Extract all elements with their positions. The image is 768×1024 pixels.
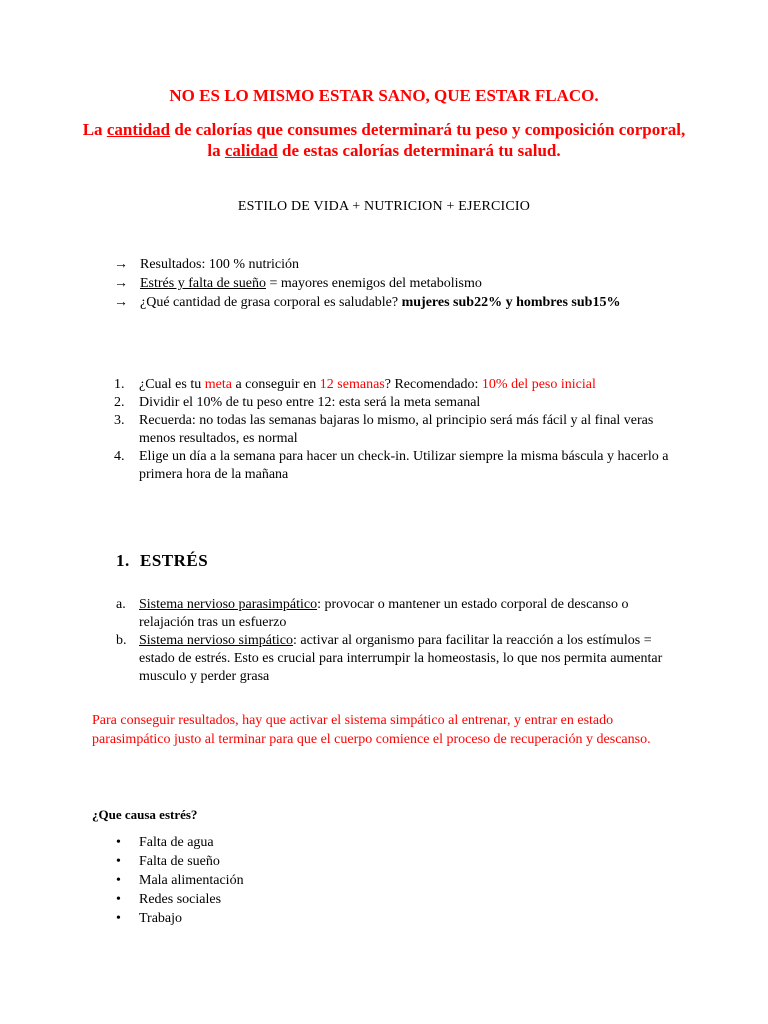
item-text: Falta de sueño: [139, 854, 220, 869]
list-number: 1.: [114, 377, 125, 392]
causes-heading: ¿Que causa estrés?: [92, 807, 198, 822]
highlight-recommendation: 10% del peso inicial: [481, 377, 596, 392]
list-item: [114, 448, 674, 484]
list-item: [114, 255, 714, 274]
item-text: Recuerda: no todas las semanas bajaras lo mismo, al principio será más fácil y al final veras menos resultados, es normal: [139, 413, 654, 446]
item-text: Dividir el 10% de tu peso entre 12: esta será la meta semanal: [139, 395, 481, 410]
list-item: [114, 274, 714, 293]
subtitle-text-2: de calorías que consumes determinará tu peso y composición corporal, la: [170, 120, 686, 160]
list-item: [114, 412, 674, 448]
list-letter: a.: [116, 597, 126, 612]
item-text: ? Recomendado:: [384, 377, 482, 392]
list-item: [116, 632, 686, 686]
term-parasimpatico: Sistema nervioso parasimpático: [139, 597, 318, 612]
numbered-list: [114, 376, 674, 484]
item-text: : provocar o mantener un estado corporal de descanso o relajación tras un esfuerzo: [139, 597, 629, 630]
list-letter: b.: [116, 633, 127, 648]
list-item: [114, 376, 674, 394]
arrow-icon: →: [114, 257, 128, 272]
item-text: Elige un día a la semana para hacer un check-in. Utilizar siempre la misma báscula y hacerlo a primera hora de la mañana: [139, 449, 669, 482]
list-item: [116, 852, 516, 871]
causes-list: [116, 833, 516, 928]
subtitle-text-3: de estas calorías determinará tu salud.: [277, 141, 561, 160]
list-item: [116, 833, 516, 852]
list-item: [116, 871, 516, 890]
list-item: [114, 394, 674, 412]
arrow-item-text: ¿Qué cantidad de grasa corporal es saludable?: [140, 295, 402, 310]
page-subtitle: [80, 119, 688, 161]
item-text: a conseguir en: [231, 377, 320, 392]
highlight-paragraph: Para conseguir resultados, hay que activar el sistema simpático al entrenar, y entrar en estado parasimpático justo al terminar para que el cuerpo comience el proceso de recuperación y descanso.: [92, 713, 651, 747]
arrow-icon: →: [114, 276, 128, 291]
item-text: Redes sociales: [139, 892, 222, 907]
bullet-icon: •: [116, 892, 121, 907]
term-simpatico: Sistema nervioso simpático: [139, 633, 293, 648]
item-text: Falta de agua: [139, 835, 214, 850]
highlight-meta: meta: [204, 377, 232, 392]
heading-number: 1.: [116, 551, 130, 570]
heading-text: ESTRÉS: [140, 551, 209, 570]
item-text: Trabajo: [139, 911, 183, 926]
list-number: 3.: [114, 413, 125, 428]
bullet-icon: •: [116, 854, 121, 869]
page-title: NO ES LO MISMO ESTAR SANO, QUE ESTAR FLACO.: [169, 86, 599, 105]
section-heading: ESTILO DE VIDA + NUTRICION + EJERCICIO: [237, 199, 531, 214]
alpha-list: [116, 596, 686, 686]
subtitle-underlined-cantidad: cantidad: [106, 120, 171, 139]
arrow-list: [114, 255, 714, 312]
subtitle-text-1: La: [82, 120, 107, 139]
arrow-icon: →: [114, 295, 128, 310]
bullet-icon: •: [116, 835, 121, 850]
estres-heading: [116, 551, 208, 571]
list-item: [114, 293, 714, 312]
bullet-icon: •: [116, 911, 121, 926]
bullet-icon: •: [116, 873, 121, 888]
arrow-item-underlined: Estrés y falta de sueño: [140, 276, 266, 291]
highlight-weeks: 12 semanas: [319, 377, 385, 392]
list-item: [116, 909, 516, 928]
subtitle-underlined-calidad: calidad: [224, 141, 278, 160]
list-number: 4.: [114, 449, 125, 464]
item-text: ¿Cual es tu: [139, 377, 205, 392]
item-text: Mala alimentación: [139, 873, 244, 888]
arrow-item-text: Resultados: 100 % nutrición: [140, 257, 300, 272]
arrow-item-text: = mayores enemigos del metabolismo: [265, 276, 482, 291]
item-text: : activar al organismo para facilitar la reacción a los estímulos = estado de estrés. Esto es crucial para interrumpir la homeostasis, lo que nos permita aumentar musculo y perder grasa: [139, 633, 663, 684]
list-number: 2.: [114, 395, 125, 410]
list-item: [116, 596, 686, 632]
list-item: [116, 890, 516, 909]
arrow-item-bold: mujeres sub22% y hombres sub15%: [401, 295, 621, 310]
